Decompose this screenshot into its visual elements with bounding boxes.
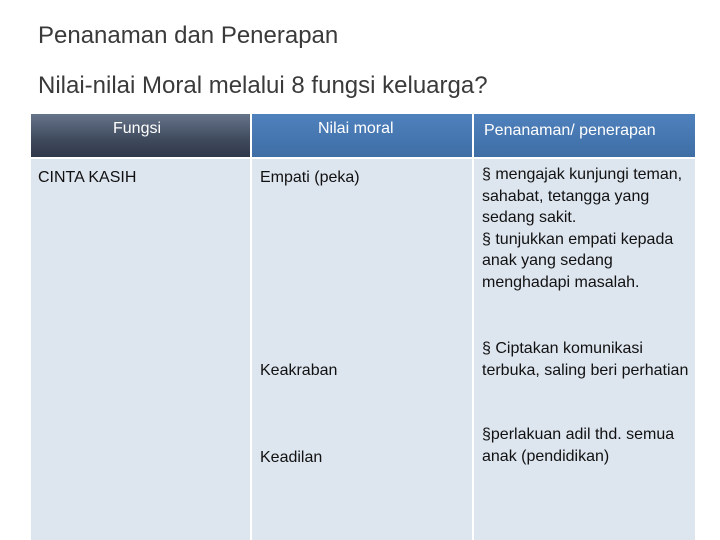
- slide-title-line-2: Nilai-nilai Moral melalui 8 fungsi keluarga?: [38, 72, 488, 99]
- nilai-keakraban: Keakraban: [260, 362, 338, 379]
- cell-fungsi: [31, 159, 250, 540]
- penanaman-keadilan-item-1: §perlakuan adil thd. semua anak (pendidikan): [482, 426, 675, 465]
- column-nilai-moral: [252, 114, 474, 540]
- header-penanaman-label: Penanaman/ penerapan: [484, 122, 656, 139]
- cell-penanaman: [474, 159, 695, 540]
- slide-title-line-1: Penanaman dan Penerapan: [38, 22, 339, 49]
- penanaman-empati-item-1: § mengajak kunjungi teman, sahabat, tetangga yang sedang sakit.: [482, 166, 683, 226]
- penanaman-keakraban: [482, 338, 692, 381]
- nilai-empati: Empati (peka): [260, 169, 360, 186]
- nilai-keadilan: Keadilan: [260, 449, 323, 466]
- header-penanaman: [474, 114, 695, 159]
- moral-values-table: [31, 114, 695, 540]
- header-nilai-moral-label: Nilai moral: [318, 120, 394, 137]
- penanaman-empati: [482, 164, 692, 293]
- header-fungsi: [31, 114, 250, 159]
- penanaman-keadilan: [482, 424, 692, 467]
- header-nilai-moral: [252, 114, 472, 159]
- column-penanaman: [474, 114, 695, 540]
- column-fungsi: [31, 114, 252, 540]
- fungsi-value: CINTA KASIH: [38, 169, 137, 186]
- cell-nilai-moral: [252, 159, 472, 540]
- penanaman-keakraban-item-1: § Ciptakan komunikasi terbuka, saling beri perhatian: [482, 340, 689, 379]
- header-fungsi-label: Fungsi: [113, 120, 162, 137]
- penanaman-empati-item-2: § tunjukkan empati kepada anak yang sedang menghadapi masalah.: [482, 230, 674, 291]
